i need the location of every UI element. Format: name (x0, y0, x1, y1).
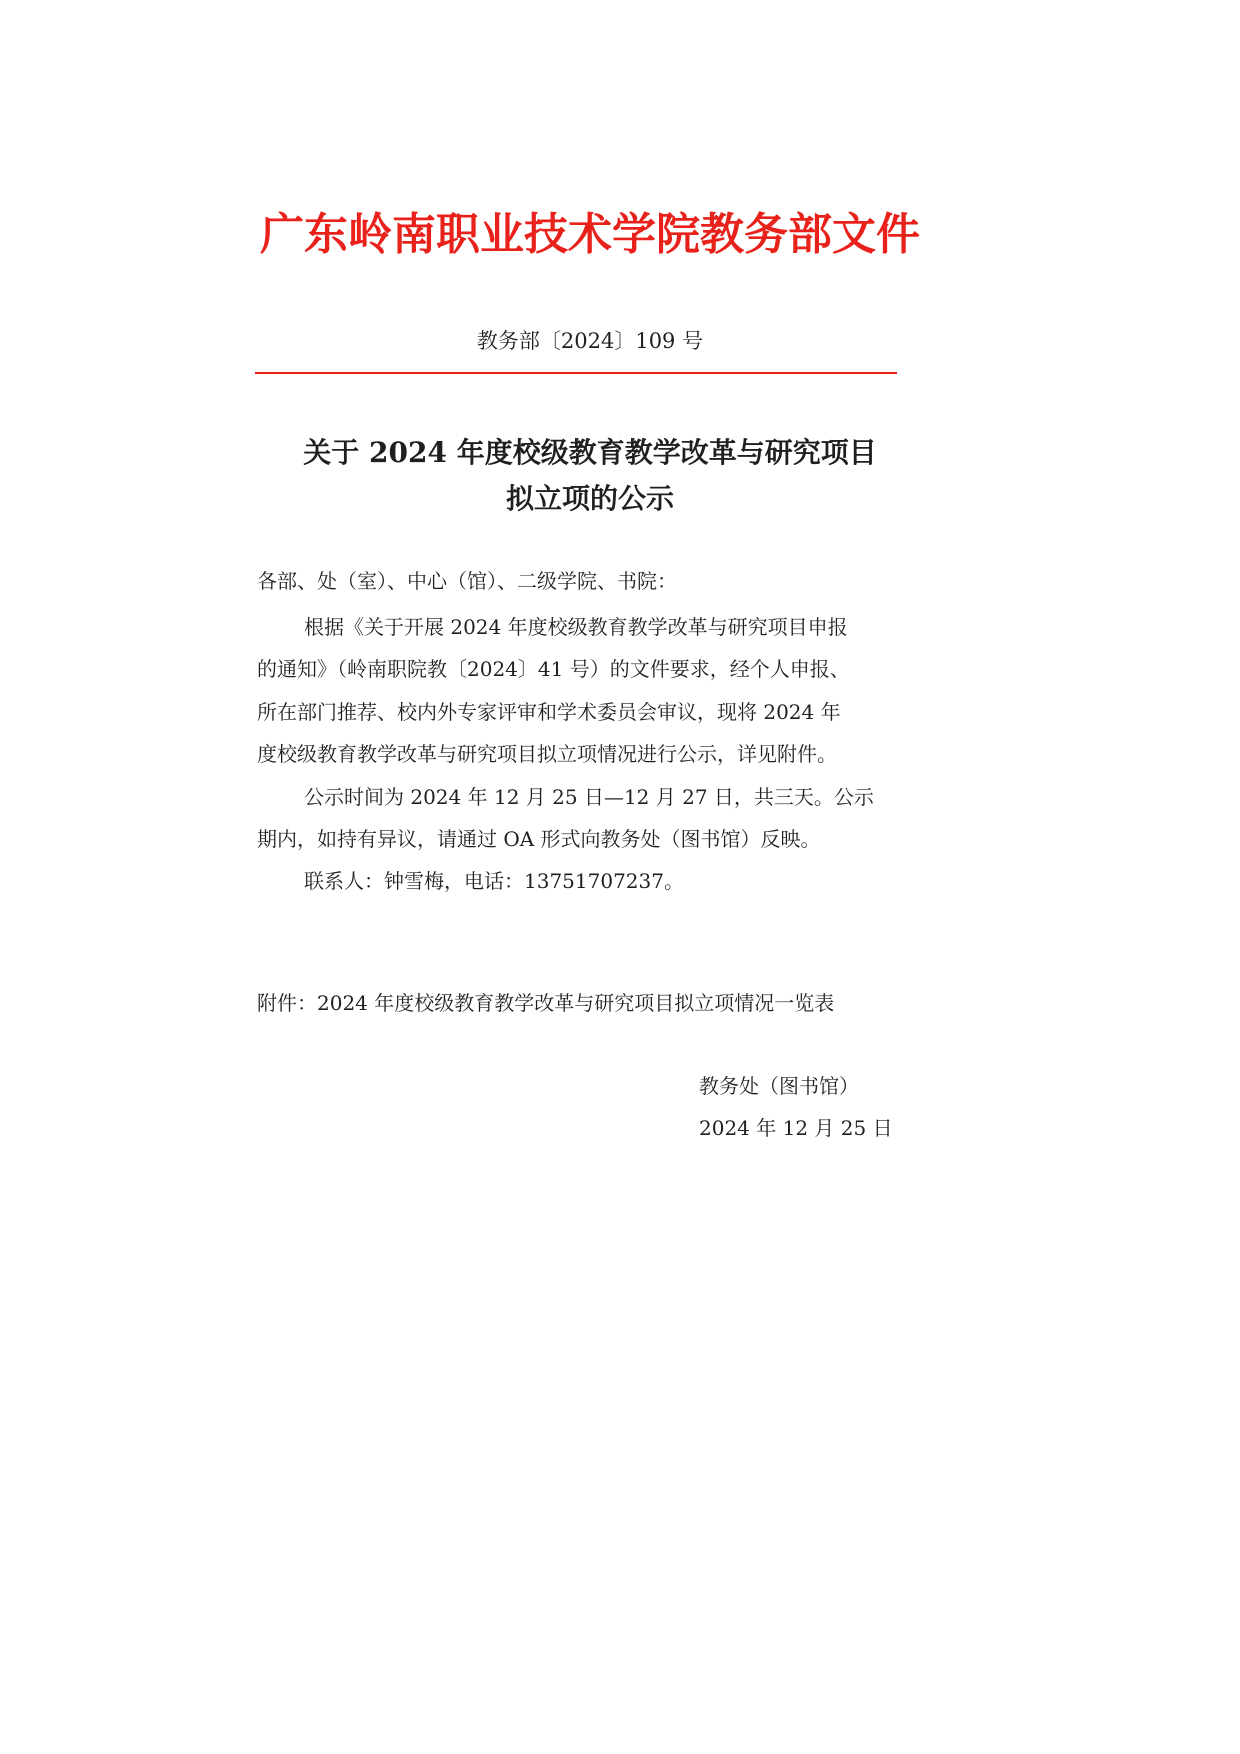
notice-title-line-2: 拟立项的公示 (505, 482, 674, 515)
body-line: 根据《关于开展 2024 年度校级教育教学改革与研究项目申报 (304, 615, 848, 639)
body-line: 联系人：钟雪梅，电话：13751707237。 (304, 869, 684, 894)
issuer-name: 教务处（图书馆） (699, 1074, 859, 1098)
document-header-title: 广东岭南职业技术学院教务部文件 (260, 209, 920, 260)
body-line: 公示时间为 2024 年 12 月 25 日—12 月 27 日，共三天。公示 (304, 784, 874, 809)
red-divider (255, 372, 897, 374)
body-line: 的通知》（岭南职院教〔2024〕41 号）的文件要求，经个人申报、 (257, 657, 850, 682)
document-number: 教务部〔2024〕109 号 (476, 329, 704, 353)
attachment-note: 附件：2024 年度校级教育教学改革与研究项目拟立项情况一览表 (257, 991, 835, 1015)
notice-body (257, 606, 923, 903)
salutation: 各部、处（室）、中心（馆）、二级学院、书院： (257, 569, 677, 593)
body-line: 期内，如持有异议，请通过 OA 形式向教务处（图书馆）反映。 (257, 826, 821, 851)
issue-date: 2024 年 12 月 25 日 (699, 1116, 893, 1140)
notice-title-line-1: 关于 2024 年度校级教育教学改革与研究项目 (303, 436, 877, 469)
body-line: 度校级教育教学改革与研究项目拟立项情况进行公示，详见附件。 (257, 742, 837, 767)
body-line: 所在部门推荐、校内外专家评审和学术委员会审议，现将 2024 年 (257, 699, 841, 724)
notice-title (255, 430, 925, 522)
